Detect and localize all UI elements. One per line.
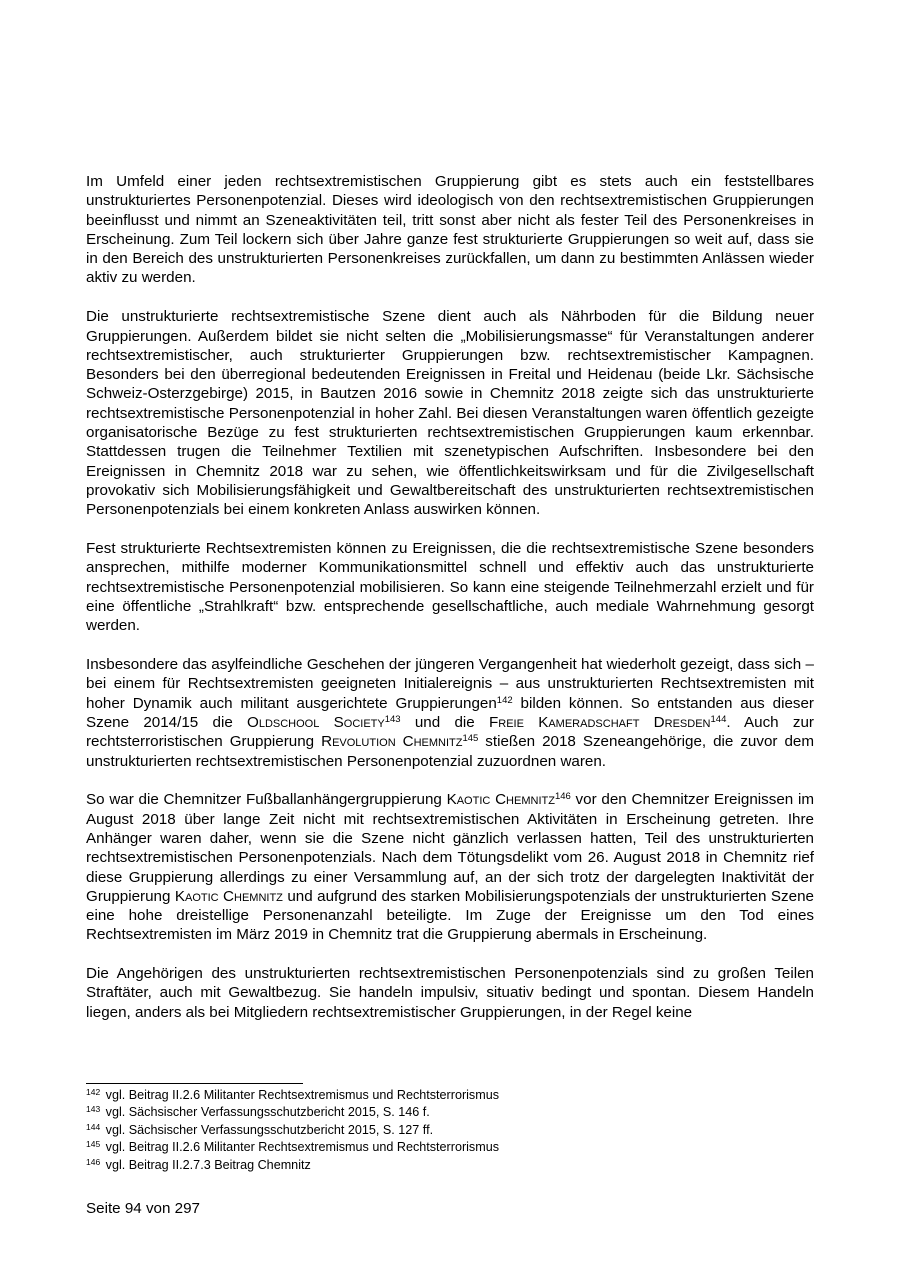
org-name-freie-kameradschaft-dresden: Freie Kameradschaft Dresden xyxy=(489,713,711,731)
footnote-text: vgl. Beitrag II.2.6 Militanter Rechtsextremismus und Rechtsterrorismus xyxy=(102,1088,500,1102)
footnote-142 xyxy=(86,1087,814,1104)
paragraph-kaotic-chemnitz xyxy=(86,790,814,944)
text-segment: Insbesondere das asylfeindliche Geschehen der jüngeren Vergangenheit hat wiederholt gezeigt, dass sich – bei einem für Rechtsextremisten geeigneten Initialereignis – aus unstrukturierten Rechtsextremisten mit hoher Dynamik auch militant ausgerichtete Gruppierungen xyxy=(86,656,814,712)
page-number: Seite 94 von 297 xyxy=(86,1200,200,1217)
text-segment: stießen 2018 Szeneangehörige, die zuvor dem unstrukturierten rechtsextremistischen Personenpotenzial zuzuordnen waren. xyxy=(86,733,814,770)
footnote-number: 143 xyxy=(86,1104,101,1115)
footnote-144 xyxy=(86,1122,814,1139)
footnote-number: 146 xyxy=(86,1156,101,1167)
footnote-text: vgl. Sächsischer Verfassungsschutzbericht 2015, S. 146 f. xyxy=(102,1105,430,1120)
footnote-ref-144[interactable]: 144 xyxy=(710,713,727,725)
paragraph-unstructured-potential: Im Umfeld einer jeden rechtsextremistischen Gruppierung gibt es stets auch ein feststellbares unstrukturiertes Personenpotenzial. Dieses wird ideologisch von den rechtsextremistischen Gruppierungen beeinflusst und nimmt an Szeneaktivitäten teil, tritt sonst aber nicht als fester Teil des Personenkreises in Erscheinung. Zum Teil lockern sich über Jahre ganze fest strukturierte Gruppierungen so weit auf, dass sie in den Bereich des unstrukturierten Personenkreises zurückfallen, um dann zu bestimmten Anlässen wieder aktiv zu werden. xyxy=(86,173,814,287)
org-name-kaotic-chemnitz: Kaotic Chemnitz xyxy=(446,791,555,809)
text-segment: und aufgrund des starken Mobilisierungspotenzials der unstrukturierten Szene eine hohe dreistellige Personenanzahl beteiligte. Im Zuge der Ereignisse um den Tod eines Rechtsextremisten im März 2019 in Chemnitz trat die Gruppierung abermals in Erscheinung. xyxy=(86,887,814,944)
footnote-text: vgl. Sächsischer Verfassungsschutzbericht 2015, S. 127 ff. xyxy=(102,1122,434,1137)
footnote-ref-142[interactable]: 142 xyxy=(496,694,513,706)
footnote-ref-143[interactable]: 143 xyxy=(384,713,401,725)
footnote-number: 142 xyxy=(86,1087,101,1097)
text-segment: bilden können. So entstanden aus dieser Szene 2014/15 die xyxy=(86,694,814,731)
paragraph-mobilisation-means: Fest strukturierte Rechtsextremisten können zu Ereignissen, die die rechtsextremistische Szene besonders ansprechen, mithilfe moderner Kommunikationsmittel schnell und effektiv auch das unstrukturierte rechtsextremistische Personenpotenzial mobilisieren. So kann eine steigende Teilnehmerzahl erzielt und für eine öffentliche „Strahlkraft“ bzw. entsprechende gesellschaftliche, auch mediale Wahrnehmung gesorgt werden. xyxy=(86,540,814,635)
footnote-number: 145 xyxy=(86,1139,101,1150)
footnote-text: vgl. Beitrag II.2.7.3 Beitrag Chemnitz xyxy=(102,1157,311,1172)
paragraph-offenders: Die Angehörigen des unstrukturierten rechtsextremistischen Personenpotenzials sind zu großen Teilen Straftäter, auch mit Gewaltbezug. Sie handeln impulsiv, situativ bedingt und spontan. Diesem Handeln liegen, anders als bei Mitgliedern rechtsextremistischer Gruppierungen, in der Regel keine xyxy=(86,965,814,1021)
document-body xyxy=(86,172,814,1042)
org-name-oldschool-society: Oldschool Society xyxy=(247,713,385,731)
paragraph-mobilisation-mass: Die unstrukturierte rechtsextremistische Szene dient auch als Nährboden für die Bildung neuer Gruppierungen. Außerdem bildet sie nicht selten die „Mobilisierungsmasse“ für Veranstaltungen anderer rechtsextremistischer, auch strukturierter Gruppierungen bzw. rechtsextremistischer Kampagnen. Besonders bei den überregional bedeutenden Ereignissen in Freital und Heidenau (beide Lkr. Sächsische Schweiz-Osterzgebirge) 2015, in Bautzen 2016 sowie in Chemnitz 2018 zeigte sich das unstrukturierte rechtsextremistische Personenpotenzial in hoher Zahl. Bei diesen Veranstaltungen waren öffentlich gezeigte organisatorische Bezüge zu fest strukturierten rechtsextremistischen Gruppierungen kaum erkennbar. Stattdessen trugen die Teilnehmer Textilien mit szenetypischen Aufschriften. Insbesondere bei den Ereignissen in Chemnitz 2018 war zu sehen, wie öffentlichkeitswirksam und für die Zivilgesellschaft provokativ sich Mobilisierungsfähigkeit und Gewaltbereitschaft des unstrukturierten rechtsextremistischen Personenpotenzials bei einem konkreten Anlass auswirken können. xyxy=(86,308,814,519)
footnote-145 xyxy=(86,1139,814,1156)
text-segment: und die xyxy=(400,713,489,731)
footnote-number: 144 xyxy=(86,1121,101,1132)
footnote-ref-146[interactable]: 146 xyxy=(554,791,571,803)
footnote-separator xyxy=(86,1083,303,1084)
paragraph-militant-groups xyxy=(86,655,814,771)
org-name-revolution-chemnitz: Revolution Chemnitz xyxy=(321,733,463,751)
text-segment: . Auch zur rechtsterroristischen Gruppierung xyxy=(86,713,814,751)
footnote-text: vgl. Beitrag II.2.6 Militanter Rechtsextremismus und Rechtsterrorismus xyxy=(102,1140,500,1155)
footnote-146 xyxy=(86,1157,814,1174)
footnote-ref-145[interactable]: 145 xyxy=(462,733,479,745)
org-name-kaotic-chemnitz: Kaotic Chemnitz xyxy=(174,887,283,905)
footnote-143 xyxy=(86,1104,814,1121)
text-segment: So war die Chemnitzer Fußballanhängergruppierung xyxy=(86,791,447,809)
text-segment: vor den Chemnitzer Ereignissen im August 2018 über lange Zeit nicht mit rechtsextremistischen Aktivitäten in Erscheinung getreten. Ihre Anhänger waren daher, wenn sie die Szene nicht gänzlich verlassen hatten, Teil des unstrukturierten rechtsextremistischen Personenpotenzials. Nach dem Tötungsdelikt vom 26. August 2018 in Chemnitz rief diese Gruppierung allerdings zu einer Versammlung auf, an der sich trotz der dargelegten Inaktivität der Gruppierung xyxy=(86,791,814,905)
footnotes xyxy=(86,1083,814,1174)
